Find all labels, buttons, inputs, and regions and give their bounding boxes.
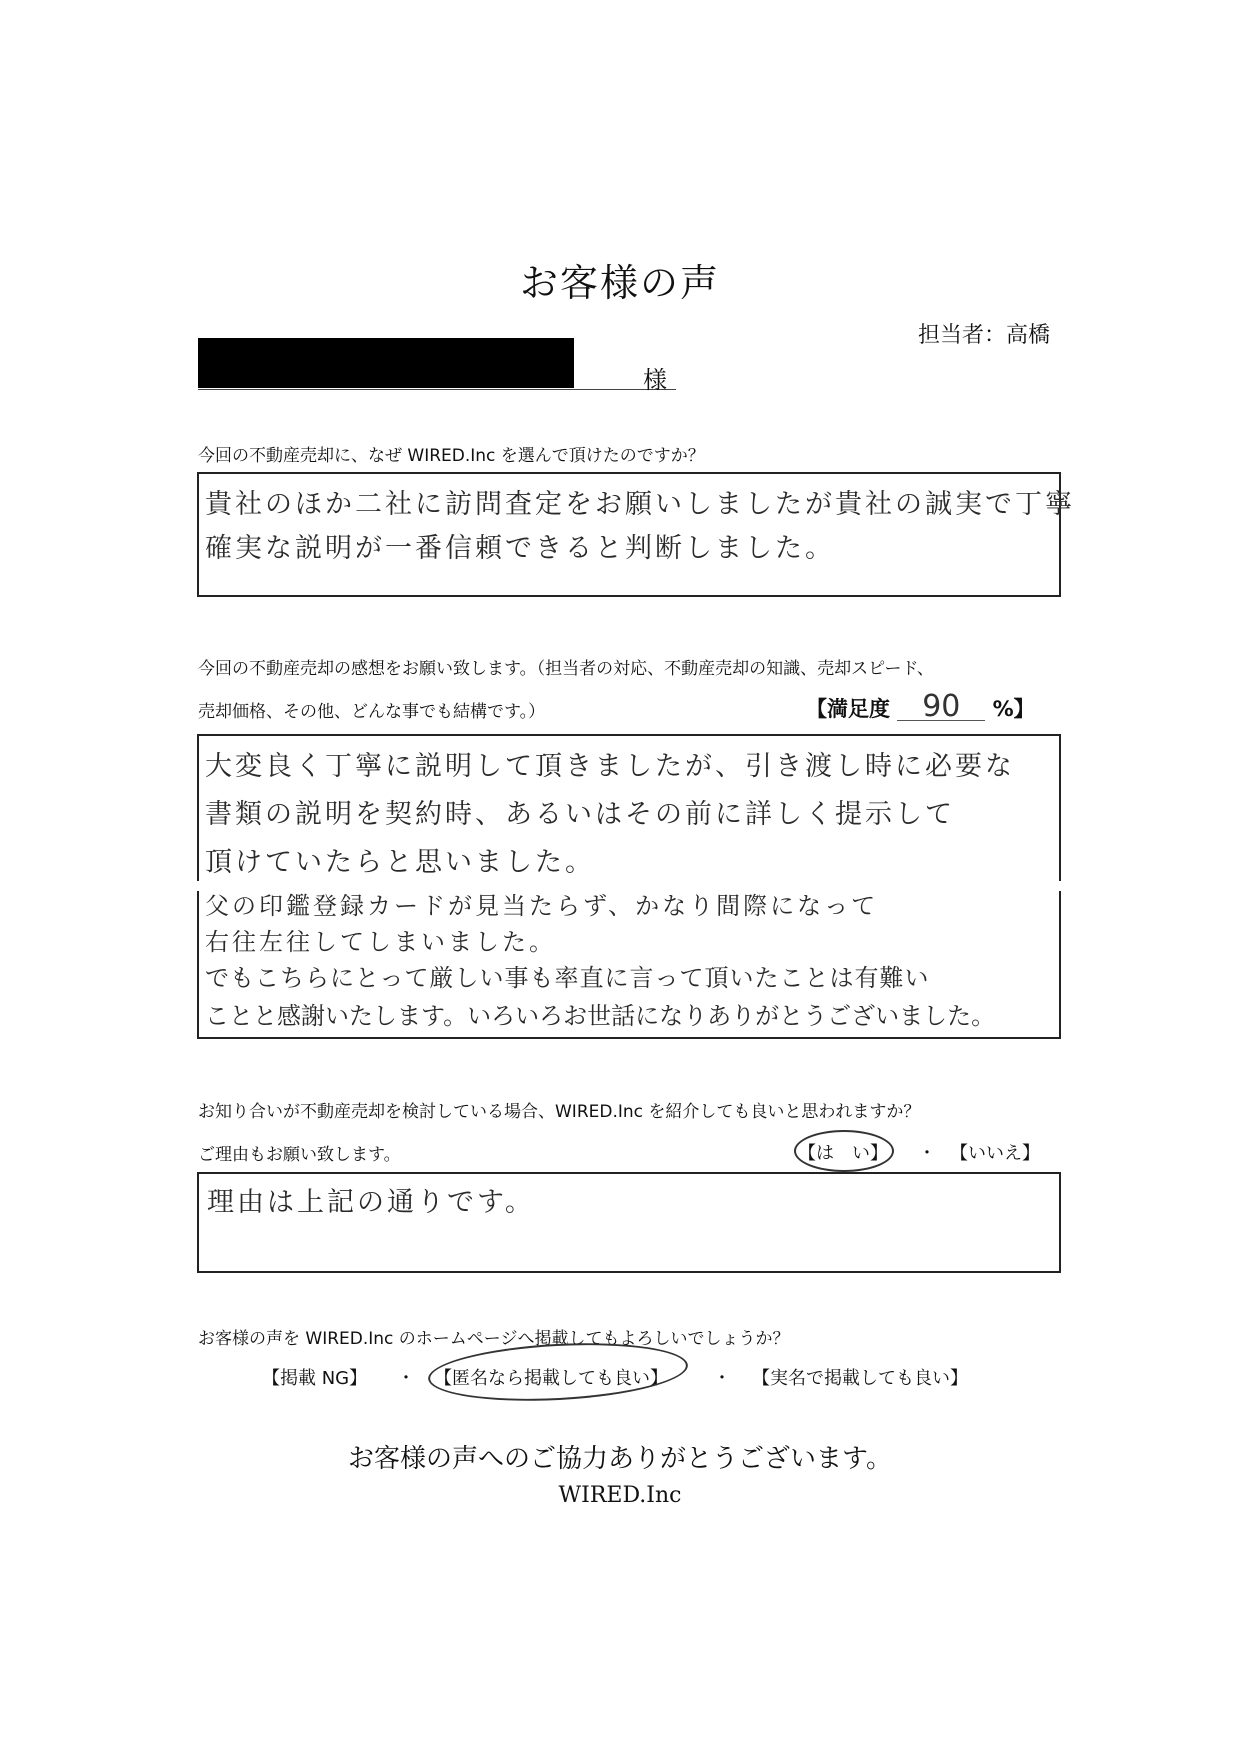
handwritten-line: 頂けていたらと思いました。 — [205, 847, 595, 878]
question-publish: お客様の声を WIRED.Inc のホームページへ掲載してもよろしいでしょうか？ — [198, 1329, 790, 1349]
question-impression-line2: 売却価格、その他、どんな事でも結構です。） — [198, 702, 546, 722]
customer-name-redaction — [198, 338, 574, 388]
scan-gap — [197, 881, 1240, 891]
handwritten-line: 大変良く丁寧に説明して頂きましたが、引き渡し時に必要な — [205, 751, 1015, 782]
selection-circle-yes — [794, 1130, 894, 1172]
handwritten-line: 確実な説明が一番信頼できると判断しました。 — [205, 533, 835, 564]
satisfaction-label: 【満足度 — [806, 697, 890, 721]
option-publish-realname: 【実名で掲載しても良い】 — [752, 1368, 968, 1389]
handwritten-line: 理由は上記の通りです。 — [207, 1187, 535, 1218]
satisfaction-field — [806, 689, 1035, 724]
customer-name-underline — [198, 389, 676, 390]
question-referral-line1: お知り合いが不動産売却を検討している場合、WIRED.Inc を紹介しても良いと思われますか？ — [198, 1102, 921, 1122]
option-yes: 【は い】 — [798, 1143, 888, 1164]
option-separator: ・ — [713, 1368, 731, 1389]
thanks-message: お客様の声へのご協力ありがとうございます。 — [348, 1444, 892, 1474]
handwritten-line: 右往左往してしまいました。 — [205, 928, 556, 956]
option-publish-ng: 【掲載 NG】 — [262, 1368, 368, 1389]
satisfaction-unit: %】 — [992, 697, 1035, 721]
option-separator: ・ — [397, 1368, 415, 1389]
handwritten-line: 書類の説明を契約時、あるいはその前に詳しく提示して — [205, 799, 955, 830]
option-publish-anonymous: 【匿名なら掲載しても良い】 — [434, 1368, 668, 1389]
answer-box-reason — [197, 472, 1075, 597]
option-no: 【いいえ】 — [950, 1143, 1040, 1164]
staff-name: 担当者：高橋 — [917, 323, 1050, 348]
handwritten-line: でもこちらにとって厳しい事も率直に言って頂いたことは有難い — [205, 964, 930, 992]
company-name: WIRED.Inc — [558, 1483, 682, 1508]
customer-honorific: 様 — [643, 366, 667, 394]
handwritten-line: ことと感謝いたします。いろいろお世話になりありがとうございました。 — [205, 1002, 996, 1030]
option-separator: ・ — [918, 1143, 936, 1164]
question-reason: 今回の不動産売却に、なぜ WIRED.Inc を選んで頂けたのですか？ — [198, 446, 705, 466]
question-impression-line1: 今回の不動産売却の感想をお願い致します。（担当者の対応、不動産売却の知識、売却スピード、 — [198, 659, 934, 679]
handwritten-line: 貴社のほか二社に訪問査定をお願いしましたが貴社の誠実で丁寧 — [205, 489, 1075, 520]
question-referral-line2: ご理由もお願い致します。 — [198, 1145, 401, 1165]
satisfaction-value: 90 — [897, 694, 985, 721]
handwritten-line: 父の印鑑登録カードが見当たらず、かなり間際になって — [205, 892, 879, 920]
page-title: お客様の声 — [519, 261, 720, 305]
answer-box-referral — [197, 1172, 1061, 1273]
